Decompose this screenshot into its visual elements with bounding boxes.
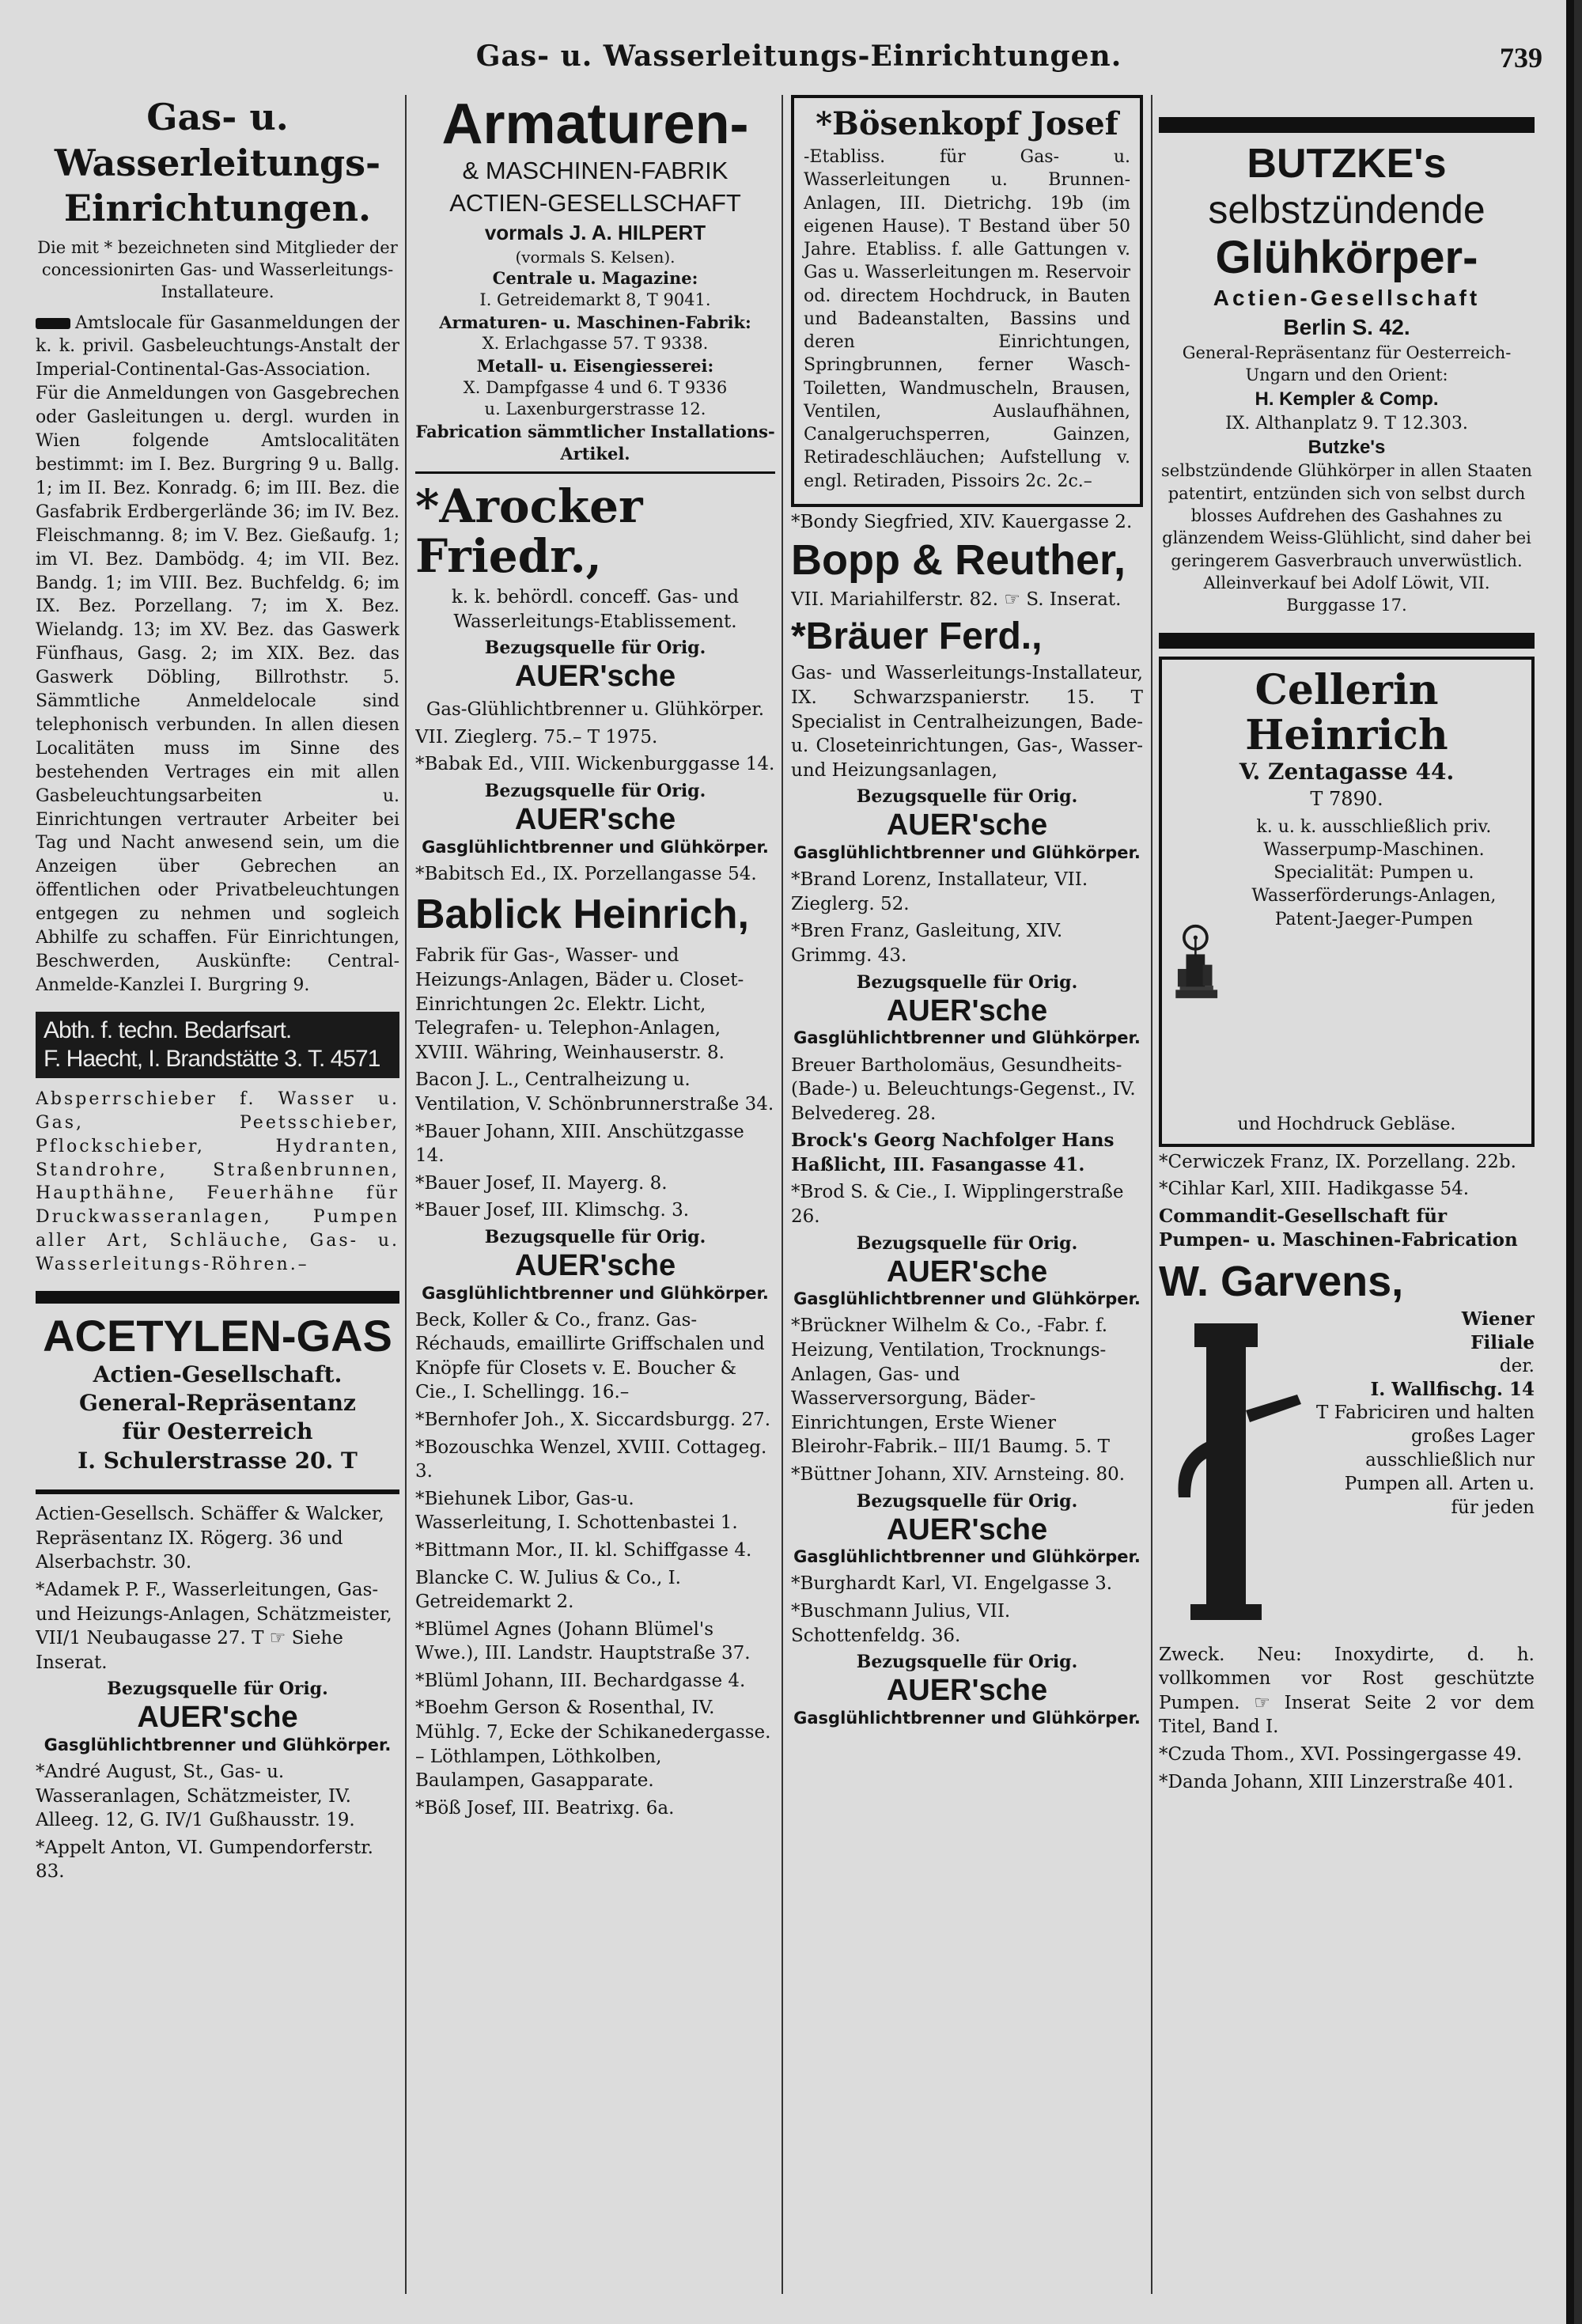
- acetylen-title: ACETYLEN-GAS: [43, 1311, 392, 1361]
- column-rule: [405, 95, 407, 2294]
- list-item: *Biehunek Libor, Gas-u. Wasserleitung, I. Schottenbastei 1.: [415, 1488, 738, 1534]
- list-item: *Cerwiczek Franz, IX. Porzellang. 22b.: [1159, 1151, 1516, 1172]
- pointing-hand-icon: [36, 318, 70, 329]
- haecht-products: Absperrschieber f. Wasser u. Gas, Peetsschieber, Pflockschieber, Hydranten, Standrohre, Straßenbrunnen, Haupthähne, Feuerhähne für Druckwasseranlagen, Pumpen aller Art, Schläuche, Gas- u. Wasserleitungs-Röhren.–: [36, 1088, 399, 1275]
- list-item: *Böß Josef, III. Beatrixg. 6a.: [415, 1797, 675, 1819]
- list-item: Actien-Gesellsch. Schäffer & Walcker, Repräsentanz IX. Rögerg. 36 und Alserbachstr. 30.: [36, 1504, 384, 1573]
- column-rule: [782, 95, 783, 2294]
- auer-ad-sub: Gasglühlichtbrenner und Glühkörper.: [44, 1735, 392, 1754]
- divider-bar: [1159, 117, 1535, 133]
- boesenkopf-ad: *Bösenkopf Josef -Etabliss. für Gas- u. Wasserleitungen u. Brunnen-Anlagen, III. Dietrichg. 19b (im eigenen Hause). T Bestand über 50 Jahre. Etabliss. f. alle Gattungen v. Gas u. Wasserleitungen m. Reservoir od. directem Hochdruck, in Bauten und Badeanstalten, Bassins und deren Einrichtungen, Springbrunnen, ferner Wasch-Toiletten, Wandmuscheln, Brausen, Ventilen, Auslaufhähnen, Canalgeruchsperren, Gainzen, Retiradeschläuchen; Aufstellung v. engl. Retiraden, Pissoirs 2c. 2c.–: [791, 95, 1143, 507]
- auer-ad-title: AUER'sche: [137, 1701, 298, 1735]
- list-item: *Brod S. & Cie., I. Wipplingerstraße 26.: [791, 1182, 1124, 1227]
- list-item: Brock's Georg Nachfolger Hans Haßlicht, III. Fasangasse 41.: [791, 1130, 1115, 1175]
- list-item: *Bozouschka Wenzel, XVIII. Cottageg. 3.: [415, 1436, 767, 1482]
- list-item: *Boehm Gerson & Rosenthal, IV. Mühlg. 7, Ecke der Schikanedergasse. – Löthlampen, Löthkolben, Baulampen, Gasapparate.: [415, 1698, 771, 1792]
- list-item: *Appelt Anton, VI. Gumpendorferstr. 83.: [36, 1837, 373, 1883]
- page-number: 739: [1500, 42, 1542, 74]
- list-item: *Brand Lorenz, Installateur, VII. Zieglerg. 52.: [791, 869, 1088, 914]
- list-item: *Babak Ed., VIII. Wickenburggasse 14.: [415, 754, 775, 775]
- list-item: *Bondy Siegfried, XIV. Kauergasse 2.: [791, 511, 1133, 532]
- list-item: *Adamek P. F., Wasserleitungen, Gas- und Heizungs-Anlagen, Schätzmeister, VII/1 Neubaugasse 27. T ☞ Siehe Inserat.: [36, 1579, 392, 1673]
- list-item: Breuer Bartholomäus, Gesundheits- (Bade-) u. Beleuchtungs-Gegenst., IV. Belvedereg. 28.: [791, 1054, 1136, 1124]
- list-item: Beck, Koller & Co., franz. Gas-Réchauds, emaillirte Griffschalen und Knöpfe für Closets v. E. Boucher & Cie., I. Schellingg. 16.–: [415, 1309, 765, 1403]
- list-item: Commandit-Gesellschaft für Pumpen- u. Maschinen-Fabrication: [1159, 1205, 1518, 1251]
- divider-bar: [36, 1291, 399, 1304]
- members-note: Die mit * bezeichneten sind Mitglieder der concessionirten Gas- und Wasserleitungs-Installateure.: [37, 237, 398, 302]
- divider-bar: [1159, 633, 1535, 649]
- list-item: *Bittmann Mor., II. kl. Schiffgasse 4.: [415, 1539, 752, 1561]
- list-item: *Blüml Johann, III. Bechardgasse 4.: [415, 1670, 746, 1691]
- column-rule: [1151, 95, 1152, 2294]
- amtslocale-notice: Amtslocale für Gasanmeldungen der k. k. privil. Gasbeleuchtungs-Anstalt der Imperial-Continental-Gas-Association. Für die Anmeldungen von Gasgebrechen oder Gasleitungen u. dergl. wurden in Wien folgende Amtslocalitäten bestimmt: im I. Bez. Burgring 9 u. Ballg. 1; im II. Bez. Konradg. 6; im III. Bez. die Gasfabrik Erdbergerlände 36; im IV. Bez. Fleischmanng. 8; im V. Bez. Gießaufg. 1; im VI. Bez. Dambödg. 4; im VII. Bez. Bandg. 1; im VIII. Bez. Buchfeldg. 6; im IX. Bez. Porzellang. 7; im X. Bez. Wielandg. 13; im XV. Bez. das Gaswerk Fünfhaus, Gasg. 2; im XIX. Bez. das Gaswerk Döbling, Billrothstr. 5. Sämmtliche Anmeldelocale sind telephonisch verbunden. In allen diesen Localitäten muss im Sinne des bestehenden Vertrages ein mit allen Gasbeleuchtungsarbeiten u. Einrichtungen vertrauter Arbeiter bei Tag und Nacht anwesend sein, um die Anzeigen über Gebrechen an öffentlichen oder Privatbeleuchtungen entgegen zu nehmen und sogleich Abhilfe zu schaffen. Für Einrichtungen, Beschwerden, Auskünfte: Central-Anmelde-Kanzlei I. Burgring 9.: [36, 312, 399, 995]
- braeuer-name: *Bräuer Ferd.,: [791, 615, 1043, 658]
- list-item: *Büttner Johann, XIV. Arnsteing. 80.: [791, 1463, 1126, 1485]
- list-item: Bacon J. L., Centralheizung u. Ventilation, V. Schönbrunnerstraße 34.: [415, 1069, 774, 1115]
- column-1: [36, 95, 399, 2302]
- list-item: *Czuda Thom., XVI. Possingergasse 49.: [1159, 1744, 1523, 1766]
- cellerin-ad: Cellerin Heinrich V. Zentagasse 44. T 7890. k. u. k. ausschließlich priv. Wasserpump-Maschinen. Specialität: Pumpen u. Wasserförderungs-Anlagen, Patent-Jaeger-Pumpen und Hochdruck Gebläse.: [1159, 657, 1535, 1147]
- list-item: *Bauer Josef, III. Klimschg. 3.: [415, 1200, 690, 1221]
- arocker-name: *Arocker Friedr.,: [415, 479, 643, 584]
- divider-bar: [36, 1489, 399, 1494]
- list-item: *Burghardt Karl, VI. Engelgasse 3.: [791, 1573, 1113, 1595]
- column-4: BUTZKE's selbstzündende Glühkörper- Actien-Gesellschaft Berlin S. 42. General-Repräsentanz für Oesterreich-Ungarn und den Orient: H. Kempler & Comp. IX. Althanplatz 9. T 12.303. Butzke's selbstzündende Glühkörper in allen Staaten patentirt, entzünden sich von selbst durch blosses Aufdrehen des Gashahnes zu glänzendem Weiss-Glühlicht, sind daher bei geringerem Gasverbrauch unverwüstlich. Alleinverkauf bei Adolf Löwit, VII. Burggasse 17. Cellerin Heinrich V. Zentagasse 44. T 7890. k. u. k. ausschließlich priv. Wasserpump-Maschinen. Specialität: Pumpen u. Wasserförderungs-Anlagen, Patent-Jaeger-Pumpen und Hochdruck Gebläse. *Cerwiczek Franz, IX. Porzellang. 22b. *Cihlar Karl, XIII. Hadikgasse 54. Commandit-Gesellschaft für Pumpen- u. Maschinen-Fabrication W. Garvens, Wiener Filiale der. I. Wallfischg. 14 T Fabriciren und halten großes Lager ausschließlich nur Pumpen all. Arten u. für jeden Zweck. Neu: Inoxydirte, d. h. vollkommen vor Rost geschützte Pumpen. ☞ Inserat Seite 2 vor dem Titel, Band I. *Czuda Thom., XVI. Possingergasse 49. *Danda Johann, XIII Linzerstraße 401.: [1159, 95, 1535, 2302]
- page-edge: [1566, 0, 1574, 2324]
- list-item: *Brückner Wilhelm & Co., -Fabr. f. Heizung, Ventilation, Trocknungs-Anlagen, Gas- und Wasserversorgung, Bäder-Einrichtungen, Erste Wiener Bleirohr-Fabrik.– III/1 Baumg. 5. T: [791, 1315, 1111, 1458]
- garvens-ad: Wiener Filiale der. I. Wallfischg. 14 T Fabriciren und halten großes Lager ausschließlich nur Pumpen all. Arten u. für jeden: [1159, 1308, 1535, 1640]
- list-item: *Bauer Josef, II. Mayerg. 8.: [415, 1172, 668, 1194]
- acetylen-details: Actien-Gesellschaft. General-Repräsentanz für Oesterreich I. Schulerstrasse 20. T: [78, 1361, 358, 1474]
- armaturen-sub: & MASCHINEN-FABRIK: [462, 156, 729, 184]
- armaturen-vormals: vormals J. A. HILPERT: [484, 221, 706, 245]
- armaturen-title: Armaturen-: [441, 95, 749, 156]
- list-item: *André August, St., Gas- u. Wasseranlagen, Schätzmeister, IV. Alleeg. 12, G. IV/1 Gußhausstr. 19.: [36, 1762, 355, 1831]
- list-item: *Bren Franz, Gasleitung, XIV. Grimmg. 43.: [791, 921, 1063, 967]
- list-item: *Buschmann Julius, VII. Schottenfeldg. 36.: [791, 1600, 1011, 1646]
- bablick-name: Bablick Heinrich,: [415, 891, 749, 938]
- section-title: Gas- u. Wasserleitungs- Einrichtungen.: [54, 96, 381, 229]
- column-2: Armaturen- & MASCHINEN-FABRIK ACTIEN-GESELLSCHAFT vormals J. A. HILPERT (vormals S. Kelsen). Centrale u. Magazine: I. Getreidemarkt 8, T 9041. Armaturen- u. Maschinen-Fabrik: X. Erlachgasse 57. T 9338. Metall- u. Eisengiesserei: X. Dampfgasse 4 und 6. T 9336 u. Laxenburgerstrasse 12. Fabrication sämmtlicher Installations-Artikel. *Arocker Friedr., k. k. behördl. conceff. Gas- und Wasserleitungs-Etablissement. Bezugsquelle für Orig. AUER'sche Gas-Glühlichtbrenner u. Glühkörper. VII. Zieglerg. 75.– T 1975. *Babak Ed., VIII. Wickenburggasse 14. Bezugsquelle für Orig. AUER'sche Gasglühlichtbrenner und Glühkörper. *Babitsch Ed., IX. Porzellangasse 54. Bablick Heinrich, Fabrik für Gas-, Wasser- und Heizungs-Anlagen, Bäder u. Closet-Einrichtungen 2c. Elektr. Licht, Telegrafen- u. Telephon-Anlagen, XVIII. Währing, Weinhauserstr. 8. Bacon J. L., Centralheizung u. Ventilation, V. Schönbrunnerstraße 34. *Bauer Johann, XIII. Anschützgasse 14. *Bauer Josef, II. Mayerg. 8. *Bauer Josef, III. Klimschg. 3. Bezugsquelle für Orig. AUER'sche Gasglühlichtbrenner und Glühkörper. Beck, Koller & Co., franz. Gas-Réchauds, emaillirte Griffschalen und Knöpfe für Closets v. E. Boucher & Cie., I. Schellingg. 16.– *Bernhofer Joh., X. Siccardsburgg. 27. *Bozouschka Wenzel, XVIII. Cottageg. 3. *Biehunek Libor, Gas-u. Wasserleitung, I. Schottenbastei 1. *Bittmann Mor., II. kl. Schiffgasse 4. Blancke C. W. Julius & Co., I. Getreidemarkt 2. *Blümel Agnes (Johann Blümel's Wwe.), III. Landstr. Hauptstraße 37. *Blüml Johann, III. Bechardgasse 4. *Boehm Gerson & Rosenthal, IV. Mühlg. 7, Ecke der Schikanedergasse. – Löthlampen, Löthkolben, Baulampen, Gasapparate. *Böß Josef, III. Beatrixg. 6a.: [415, 95, 775, 2302]
- bopp-name: Bopp & Reuther,: [791, 536, 1126, 585]
- list-item: *Babitsch Ed., IX. Porzellangasse 54.: [415, 863, 757, 884]
- water-pump-illustration: [1159, 1308, 1309, 1640]
- haecht-banner: Abth. f. techn. Bedarfsart. F. Haecht, I. Brandstätte 3. T. 4571: [36, 1012, 399, 1078]
- list-item: *Cihlar Karl, XIII. Hadikgasse 54.: [1159, 1179, 1470, 1200]
- list-item: *Blümel Agnes (Johann Blümel's Wwe.), III. Landstr. Hauptstraße 37.: [415, 1618, 751, 1664]
- column-3: *Bösenkopf Josef -Etabliss. für Gas- u. Wasserleitungen u. Brunnen-Anlagen, III. Dietrichg. 19b (im eigenen Hause). T Bestand über 50 Jahre. Etabliss. f. alle Gattungen v. Gas u. Wasserleitungen m. Reservoir od. directem Hochdruck, in Bauten und Badeanstalten, Bassins und deren Einrichtungen, Springbrunnen, ferner Wasch-Toiletten, Wandmuscheln, Brausen, Ventilen, Auslaufhähnen, Canalgeruchsperren, Gainzen, Retiradeschläuchen; Aufstellung v. engl. Retiraden, Pissoirs 2c. 2c.– *Bondy Siegfried, XIV. Kauergasse 2. Bopp & Reuther, VII. Mariahilferstr. 82. ☞ S. Inserat. *Bräuer Ferd., Gas- und Wasserleitungs-Installateur, IX. Schwarzspanierstr. 15. T Specialist in Centralheizungen, Bade- u. Closeteinrichtungen, Gas-, Wasser- und Heizungsanlagen, Bezugsquelle für Orig. AUER'sche Gasglühlichtbrenner und Glühkörper. *Brand Lorenz, Installateur, VII. Zieglerg. 52. *Bren Franz, Gasleitung, XIV. Grimmg. 43. Bezugsquelle für Orig. AUER'sche Gasglühlichtbrenner und Glühkörper. Breuer Bartholomäus, Gesundheits- (Bade-) u. Beleuchtungs-Gegenst., IV. Belvedereg. 28. Brock's Georg Nachfolger Hans Haßlicht, III. Fasangasse 41. *Brod S. & Cie., I. Wipplingerstraße 26. Bezugsquelle für Orig. AUER'sche Gasglühlichtbrenner und Glühkörper. *Brückner Wilhelm & Co., -Fabr. f. Heizung, Ventilation, Trocknungs-Anlagen, Gas- und Wasserversorgung, Bäder-Einrichtungen, Erste Wiener Bleirohr-Fabrik.– III/1 Baumg. 5. T *Büttner Johann, XIV. Arnsteing. 80. Bezugsquelle für Orig. AUER'sche Gasglühlichtbrenner und Glühkörper. *Burghardt Karl, VI. Engelgasse 3. *Buschmann Julius, VII. Schottenfeldg. 36. Bezugsquelle für Orig. AUER'sche Gasglühlichtbrenner und Glühkörper.: [791, 95, 1143, 2302]
- running-title: Gas- u. Wasserleitungs-Einrichtungen.: [475, 40, 1122, 73]
- garvens-name: W. Garvens,: [1159, 1257, 1404, 1305]
- pump-machine-illustration: [1171, 812, 1220, 1113]
- list-item: Blancke C. W. Julius & Co., I. Getreidemarkt 2.: [415, 1567, 681, 1613]
- list-item: *Danda Johann, XIII Linzerstraße 401.: [1159, 1771, 1514, 1792]
- butzke-title: BUTZKE's: [1247, 141, 1447, 187]
- bezugsquelle-note: Bezugsquelle für Orig.: [107, 1679, 328, 1700]
- list-item: *Bernhofer Joh., X. Siccardsburgg. 27.: [415, 1410, 771, 1431]
- list-item: *Bauer Johann, XIII. Anschützgasse 14.: [415, 1121, 744, 1167]
- armaturen-actien: ACTIEN-GESELLSCHAFT: [449, 188, 741, 217]
